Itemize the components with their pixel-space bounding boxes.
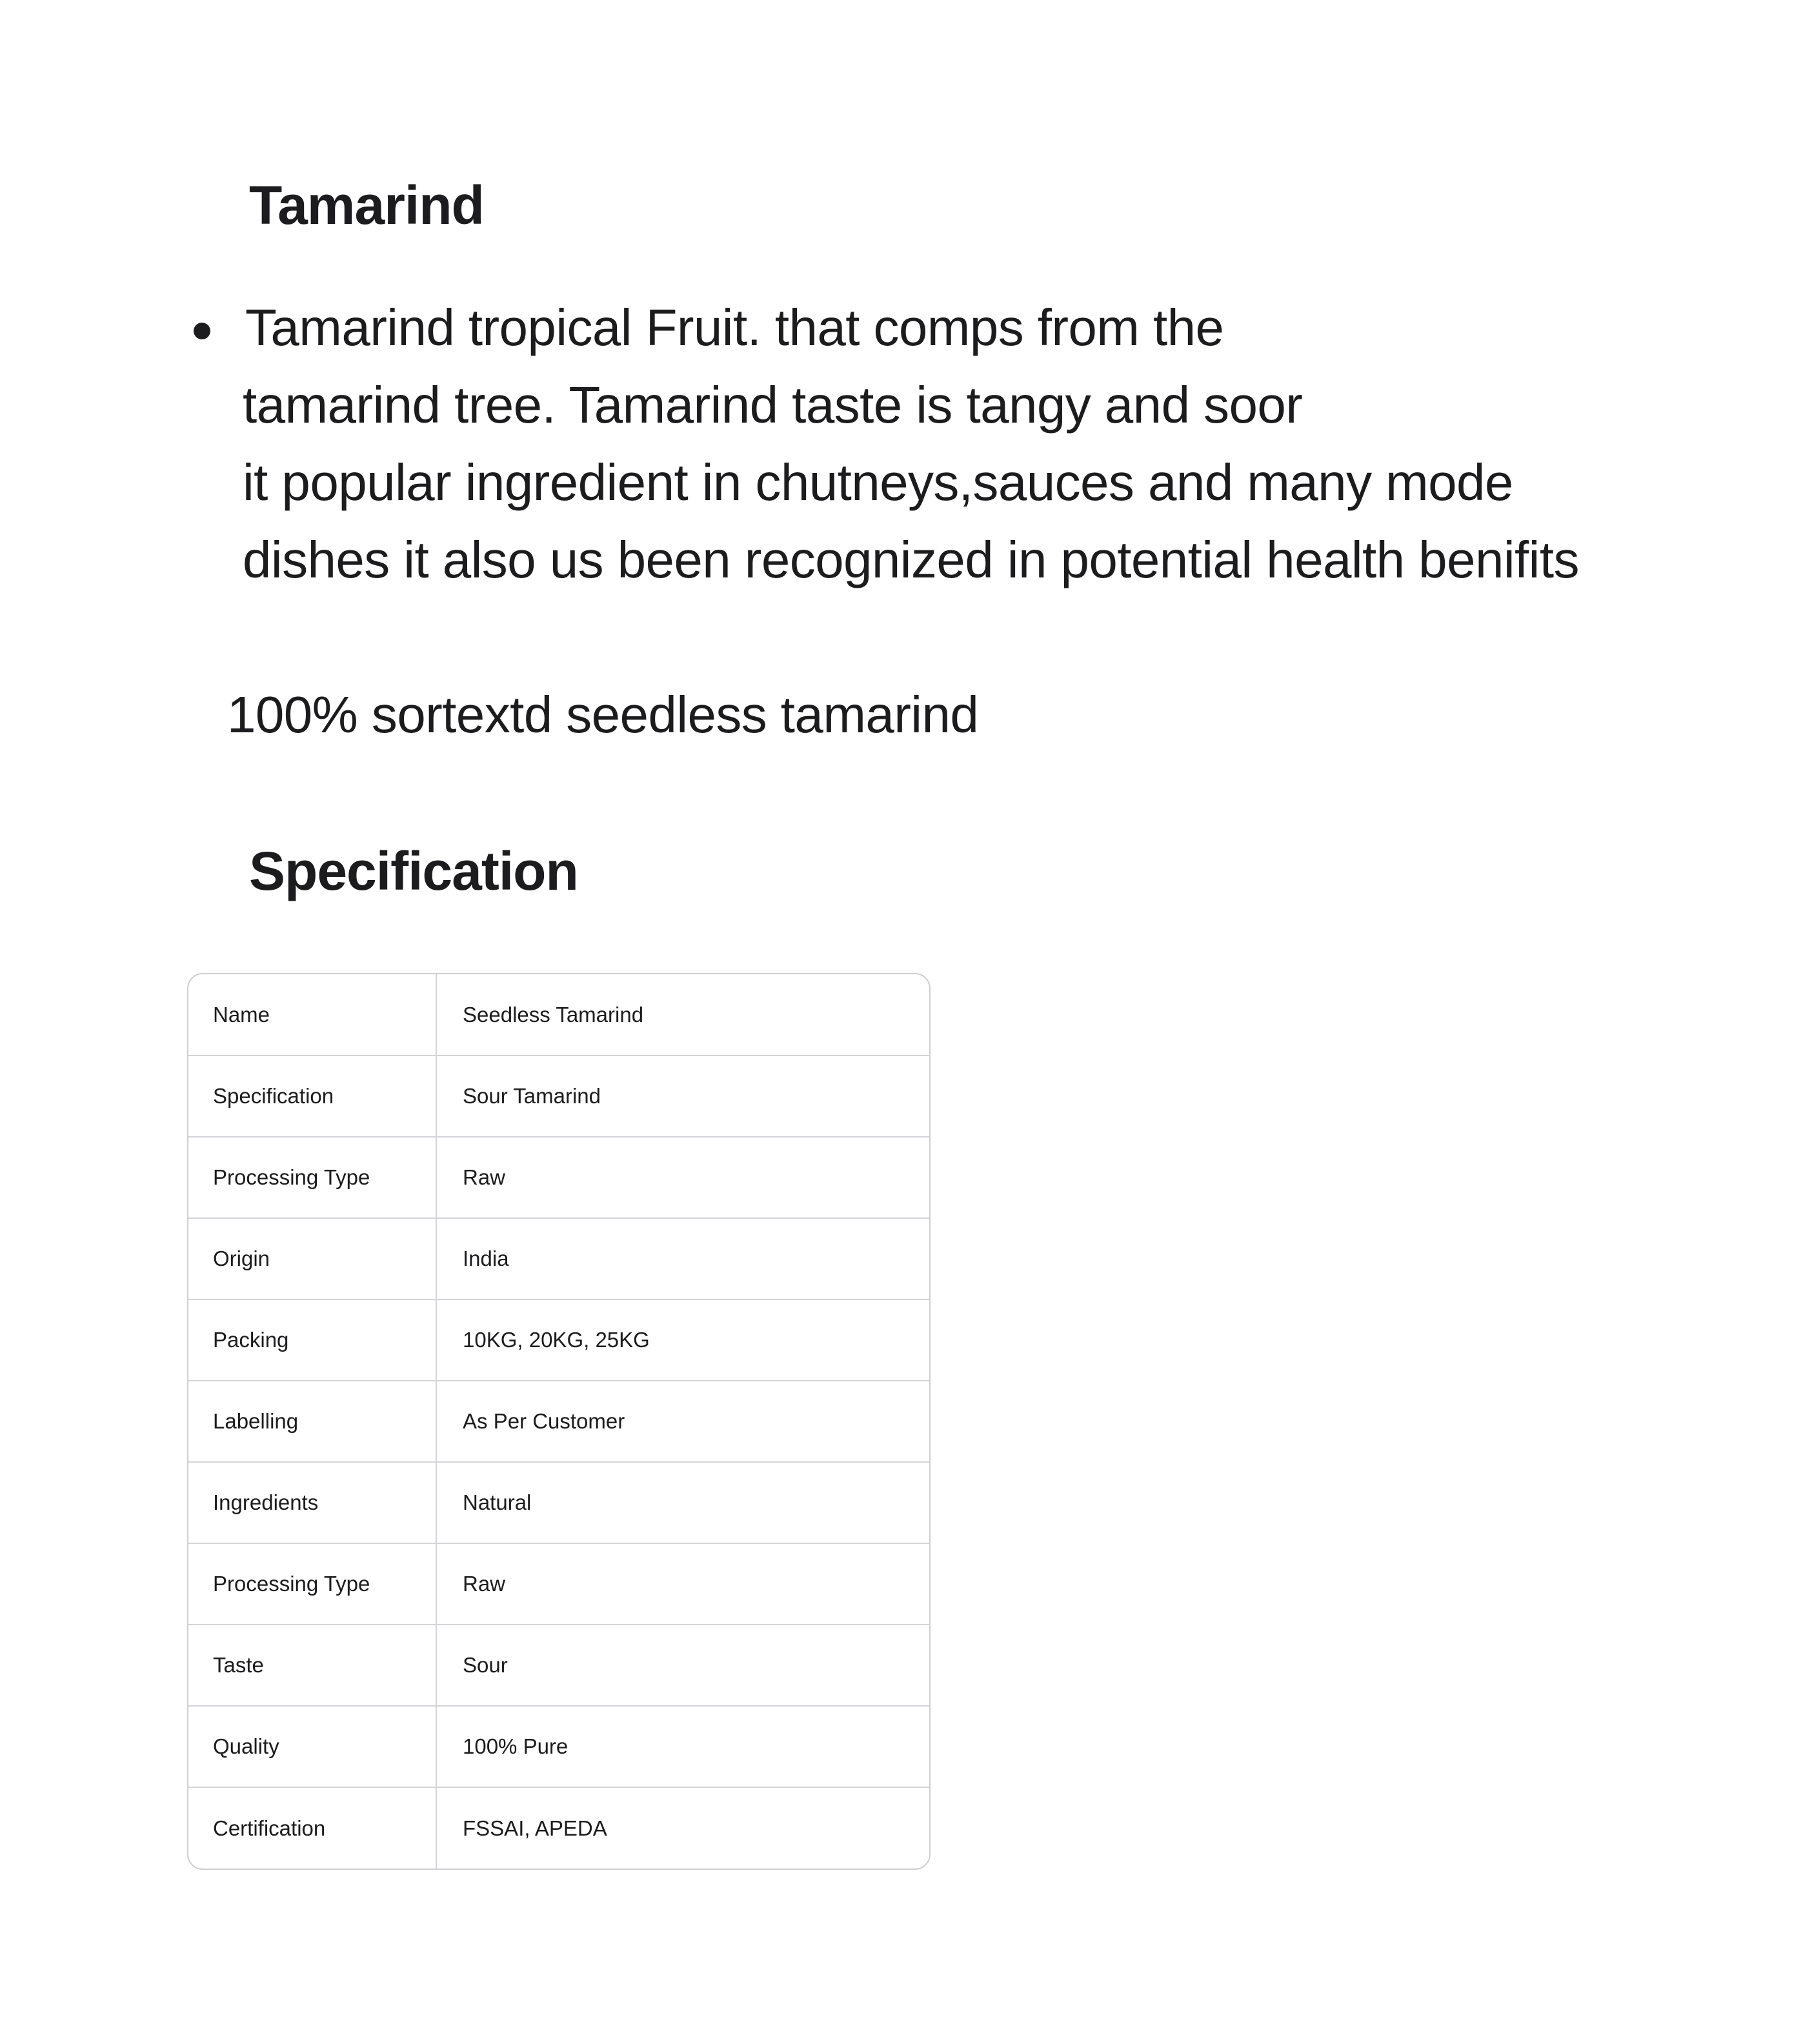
spec-value: As Per Customer xyxy=(436,1381,929,1462)
spec-value: 100% Pure xyxy=(436,1706,929,1787)
bullet-dot-icon xyxy=(194,323,210,339)
table-row xyxy=(188,1381,929,1462)
spec-value: India xyxy=(436,1218,929,1299)
table-row xyxy=(188,1625,929,1706)
specification-heading: Specification xyxy=(249,841,578,901)
spec-value: Sour xyxy=(436,1625,929,1706)
description-line: it popular ingredient in chutneys,sauces and many mode xyxy=(243,454,1513,511)
spec-value: Raw xyxy=(436,1543,929,1625)
tagline: 100% sortextd seedless tamarind xyxy=(227,686,979,743)
specification-table xyxy=(187,973,931,1870)
description-line: tamarind tree. Tamarind taste is tangy and soor xyxy=(243,376,1303,434)
spec-value: Raw xyxy=(436,1137,929,1218)
table-row xyxy=(188,1706,929,1787)
description-line: dishes it also us been recognized in potential health benifits xyxy=(243,531,1579,588)
spec-key: Processing Type xyxy=(188,1137,436,1218)
table-row xyxy=(188,1218,929,1299)
table-row xyxy=(188,974,929,1056)
spec-key: Certification xyxy=(188,1787,436,1869)
table-row xyxy=(188,1299,929,1381)
description-bullet xyxy=(187,289,1787,599)
spec-key: Name xyxy=(188,974,436,1056)
spec-value: Sour Tamarind xyxy=(436,1056,929,1137)
table-row xyxy=(188,1543,929,1625)
spec-value: 10KG, 20KG, 25KG xyxy=(436,1299,929,1381)
spec-key: Quality xyxy=(188,1706,436,1787)
page-title: Tamarind xyxy=(249,175,484,235)
spec-key: Ingredients xyxy=(188,1462,436,1543)
spec-value: Seedless Tamarind xyxy=(436,974,929,1056)
table-row xyxy=(188,1462,929,1543)
spec-value: Natural xyxy=(436,1462,929,1543)
spec-value: FSSAI, APEDA xyxy=(463,1816,607,1840)
spec-key: Processing Type xyxy=(188,1543,436,1625)
spec-key: Taste xyxy=(188,1625,436,1706)
spec-key: Packing xyxy=(188,1299,436,1381)
spec-key: Origin xyxy=(188,1218,436,1299)
table-row xyxy=(188,1787,929,1869)
description-line: Tamarind tropical Fruit. that comps from the xyxy=(245,299,1224,356)
table-row xyxy=(188,1137,929,1218)
spec-key: Specification xyxy=(188,1056,436,1137)
table-row xyxy=(188,1056,929,1137)
spec-key: Labelling xyxy=(188,1381,436,1462)
